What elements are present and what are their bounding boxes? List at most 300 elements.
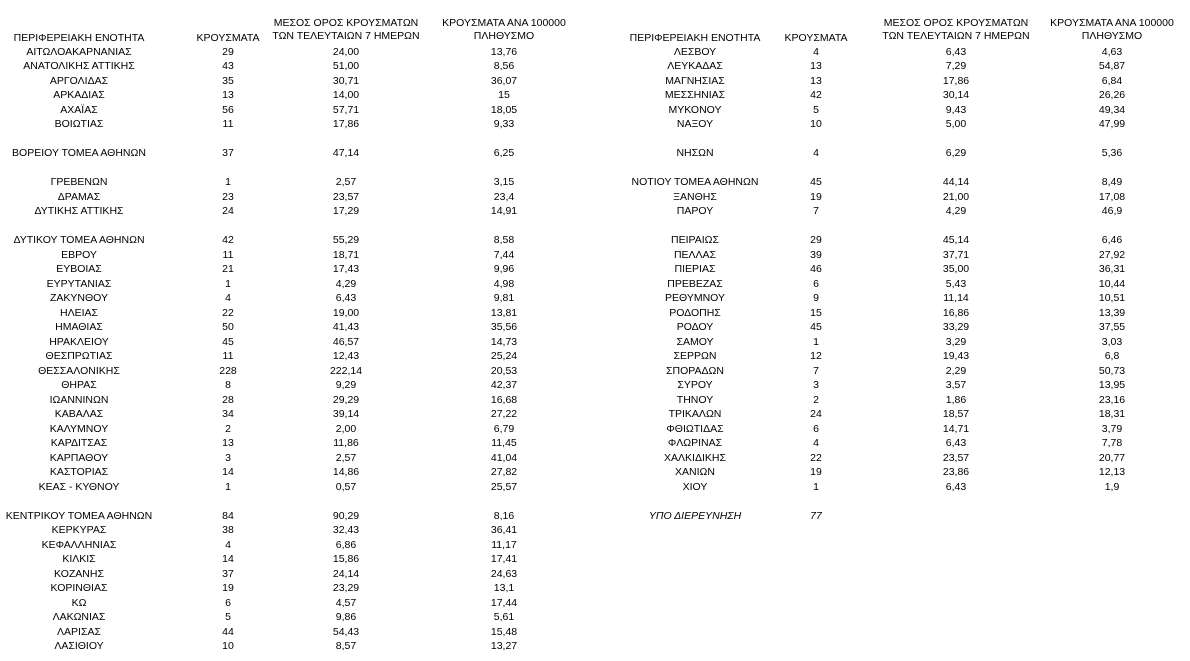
per100k-cell: 26,26 <box>1098 89 1126 101</box>
region-cell: ΗΜΑΘΙΑΣ <box>55 321 103 333</box>
avg-cell: 4,29 <box>945 205 967 217</box>
cases-cell: 45 <box>810 321 822 333</box>
per100k-cell: 36,41 <box>490 524 518 536</box>
avg-cell: 19,00 <box>332 306 360 319</box>
cases-cell: 13 <box>810 74 822 87</box>
region-cell: ΕΥΒΟΙΑΣ <box>56 263 102 275</box>
region-cell: ΚΑΒΑΛΑΣ <box>54 408 104 420</box>
per100k-cell: 20,53 <box>490 364 518 377</box>
region-cell: ΤΡΙΚΑΛΩΝ <box>668 408 722 420</box>
cases-cell: 4 <box>225 292 231 304</box>
per100k-cell: 13,27 <box>490 640 518 652</box>
cases-cell: 13 <box>222 89 234 101</box>
table-row <box>620 277 1190 292</box>
avg-cell: 57,71 <box>332 103 360 116</box>
per100k-cell: 6,25 <box>493 147 515 159</box>
avg-cell: 23,29 <box>332 582 360 594</box>
region-cell: ΚΟΡΙΝΘΙΑΣ <box>50 582 108 594</box>
cases-cell: 4 <box>813 147 819 159</box>
region-cell: ΑΧΑΪΑΣ <box>60 103 98 116</box>
avg-cell: 54,43 <box>332 625 360 638</box>
cases-cell: 35 <box>222 74 234 87</box>
avg-cell: 12,43 <box>332 350 360 362</box>
table-row <box>620 59 1190 74</box>
per100k-cell: 13,39 <box>1098 306 1126 319</box>
cases-cell: 5 <box>813 103 819 116</box>
table-row <box>620 465 1190 480</box>
region-cell: ΧΑΛΚΙΔΙΚΗΣ <box>664 451 726 464</box>
region-cell: ΣΠΟΡΑΔΩΝ <box>666 364 724 377</box>
cases-cell: 14 <box>222 553 234 565</box>
region-cell: ΚΕΦΑΛΛΗΝΙΑΣ <box>41 538 117 551</box>
per100k-cell: 11,17 <box>491 538 517 551</box>
table-row <box>620 190 1190 205</box>
region-cell: ΚΩ <box>71 596 87 609</box>
per100k-cell: 23,4 <box>493 190 515 203</box>
per100k-cell: 49,34 <box>1098 103 1126 116</box>
table-row <box>0 132 600 147</box>
per100k-cell: 4,98 <box>493 277 515 290</box>
avg-cell: 2,29 <box>945 364 967 377</box>
avg-cell: 44,14 <box>942 176 970 188</box>
header-region-right-label: ΠΕΡΙΦΕΡΕΙΑΚΗ ΕΝΟΤΗΤΑ <box>629 32 761 44</box>
per100k-cell: 18,31 <box>1098 408 1126 420</box>
per100k-cell: 15,48 <box>490 625 518 638</box>
table-row <box>0 291 600 306</box>
avg-cell: 23,86 <box>942 466 970 478</box>
cases-cell: 77 <box>810 509 822 522</box>
table-row <box>0 596 600 611</box>
region-cell: ΕΥΡΥΤΑΝΙΑΣ <box>46 277 112 290</box>
table-row <box>620 320 1190 335</box>
table-row <box>620 291 1190 306</box>
region-cell: ΤΗΝΟΥ <box>676 393 714 406</box>
table-row <box>620 45 1190 60</box>
avg-cell: 39,14 <box>332 408 360 420</box>
table-row <box>0 364 600 379</box>
region-cell: ΧΙΟΥ <box>682 480 708 493</box>
avg-cell: 4,29 <box>335 277 357 290</box>
cases-cell: 44 <box>222 625 234 638</box>
per100k-cell: 7,44 <box>493 248 515 261</box>
table-row <box>0 422 600 437</box>
region-cell: ΠΕΙΡΑΙΩΣ <box>671 234 719 246</box>
cases-cell: 19 <box>222 582 234 594</box>
table-row <box>0 204 600 219</box>
region-cell: ΛΑΚΩΝΙΑΣ <box>52 611 106 623</box>
per100k-cell: 16,68 <box>490 393 518 406</box>
table-row <box>620 349 1190 364</box>
region-cell: ΕΒΡΟΥ <box>61 248 97 261</box>
region-cell: ΛΑΣΙΘΙΟΥ <box>54 640 104 652</box>
table-row <box>0 480 600 495</box>
region-cell: ΡΕΘΥΜΝΟΥ <box>664 292 725 304</box>
per100k-cell: 11,45 <box>491 437 517 449</box>
avg-cell: 5,00 <box>945 118 967 130</box>
cases-cell: 23 <box>222 190 234 203</box>
cases-cell: 13 <box>810 60 822 72</box>
per100k-cell: 4,63 <box>1101 45 1123 58</box>
cases-cell: 42 <box>222 234 234 246</box>
per100k-cell: 9,81 <box>493 292 515 304</box>
cases-cell: 43 <box>222 60 234 72</box>
avg-cell: 7,29 <box>945 60 967 72</box>
avg-cell: 90,29 <box>332 509 360 522</box>
region-cell: ΚΕΝΤΡΙΚΟΥ ΤΟΜΕΑ ΑΘΗΝΩΝ <box>5 509 153 522</box>
per100k-cell: 8,49 <box>1101 176 1123 188</box>
header-avg-line1: ΜΕΣΟΣ ΟΡΟΣ ΚΡΟΥΣΜΑΤΩΝ <box>273 17 419 29</box>
per100k-cell: 13,81 <box>490 306 518 319</box>
cases-cell: 22 <box>222 306 234 319</box>
avg-cell: 15,86 <box>332 553 360 565</box>
header-per-line2: ΠΛΗΘΥΣΜΟ <box>473 30 535 42</box>
region-cell: ΑΙΤΩΛΟΑΚΑΡΝΑΝΙΑΣ <box>26 45 132 58</box>
table-row <box>0 335 600 350</box>
cases-cell: 2 <box>225 422 231 435</box>
table-row <box>620 393 1190 408</box>
table-row <box>620 146 1190 161</box>
per100k-cell: 17,44 <box>490 596 518 609</box>
avg-cell: 51,00 <box>332 60 360 72</box>
per100k-cell: 6,46 <box>1101 234 1123 246</box>
table-row <box>620 175 1190 190</box>
region-cell: ΜΥΚΟΝΟΥ <box>668 103 722 116</box>
table-row <box>0 146 600 161</box>
region-cell: ΥΠΟ ΔΙΕΡΕΥΝΗΣΗ <box>648 509 742 522</box>
per100k-cell: 5,61 <box>493 611 515 623</box>
avg-cell: 5,43 <box>945 277 967 290</box>
cases-cell: 1 <box>225 480 231 493</box>
region-cell: ΒΟΙΩΤΙΑΣ <box>54 118 104 130</box>
region-cell: ΡΟΔΟΠΗΣ <box>669 306 721 319</box>
region-cell: ΠΑΡΟΥ <box>676 205 714 217</box>
table-row <box>0 248 600 263</box>
per100k-cell: 46,9 <box>1101 205 1123 217</box>
per100k-cell: 36,07 <box>490 74 518 87</box>
cases-cell: 2 <box>813 393 819 406</box>
region-cell: ΚΑΛΥΜΝΟΥ <box>49 422 109 435</box>
avg-cell: 23,57 <box>942 451 970 464</box>
cases-cell: 9 <box>813 292 819 304</box>
avg-cell: 14,71 <box>942 422 970 435</box>
region-cell: ΑΝΑΤΟΛΙΚΗΣ ΑΤΤΙΚΗΣ <box>23 60 135 72</box>
per100k-cell: 18,05 <box>490 103 518 116</box>
table-row <box>0 262 600 277</box>
avg-cell: 17,43 <box>332 263 360 275</box>
header-per-right-line1: ΚΡΟΥΣΜΑΤΑ ΑΝΑ 100000 <box>1050 17 1174 29</box>
cases-cell: 11 <box>222 350 234 362</box>
per100k-cell: 23,16 <box>1098 393 1126 406</box>
per100k-cell: 27,22 <box>490 408 518 420</box>
region-cell: ΓΡΕΒΕΝΩΝ <box>50 176 108 188</box>
avg-cell: 21,00 <box>942 190 970 203</box>
per100k-cell: 25,57 <box>490 480 518 493</box>
avg-cell: 18,57 <box>942 408 970 420</box>
cases-cell: 46 <box>810 263 822 275</box>
cases-cell: 42 <box>810 89 822 101</box>
avg-cell: 2,57 <box>335 176 357 188</box>
table-row <box>620 480 1190 495</box>
per100k-cell: 14,91 <box>490 205 518 217</box>
per100k-cell: 25,24 <box>490 350 518 362</box>
cases-cell: 45 <box>810 176 822 188</box>
table-row <box>620 132 1190 147</box>
region-cell: ΔΥΤΙΚΟΥ ΤΟΜΕΑ ΑΘΗΝΩΝ <box>13 234 145 246</box>
table-row <box>620 161 1190 176</box>
avg-cell: 24,14 <box>332 567 360 580</box>
avg-cell: 18,71 <box>332 248 360 261</box>
per100k-cell: 13,95 <box>1098 379 1126 391</box>
avg-cell: 41,43 <box>332 321 360 333</box>
avg-cell: 6,43 <box>335 292 357 304</box>
table-row <box>0 639 600 654</box>
region-cell: ΝΑΞΟΥ <box>676 118 714 130</box>
avg-cell: 6,29 <box>945 147 967 159</box>
table-row <box>620 494 1190 509</box>
cases-cell: 38 <box>222 524 234 536</box>
avg-cell: 222,14 <box>329 364 363 377</box>
region-cell: ΗΡΑΚΛΕΙΟΥ <box>49 335 109 348</box>
per100k-cell: 27,82 <box>490 466 518 478</box>
cases-cell: 1 <box>813 480 819 493</box>
region-cell: ΚΕΑΣ - ΚΥΘΝΟΥ <box>38 480 120 493</box>
avg-cell: 11,86 <box>333 437 359 449</box>
cases-cell: 84 <box>222 509 234 522</box>
avg-cell: 11,14 <box>943 292 969 304</box>
avg-cell: 6,43 <box>945 437 967 449</box>
region-cell: ΙΩΑΝΝΙΝΩΝ <box>49 393 109 406</box>
table-row <box>0 393 600 408</box>
avg-cell: 32,43 <box>332 524 360 536</box>
cases-cell: 228 <box>219 364 237 377</box>
table-row <box>0 161 600 176</box>
table-row <box>620 74 1190 89</box>
table-row <box>0 451 600 466</box>
region-cell: ΚΑΡΔΙΤΣΑΣ <box>50 437 108 449</box>
per100k-cell: 6,8 <box>1104 350 1120 362</box>
region-cell: ΛΕΣΒΟΥ <box>673 45 717 58</box>
cases-cell: 1 <box>225 176 231 188</box>
avg-cell: 8,57 <box>335 640 357 652</box>
region-cell: ΜΕΣΣΗΝΙΑΣ <box>664 89 726 101</box>
per100k-cell: 37,55 <box>1098 321 1126 333</box>
cases-cell: 37 <box>222 567 234 580</box>
cases-cell: 24 <box>810 408 822 420</box>
per100k-cell: 17,41 <box>490 553 518 565</box>
table-row <box>0 219 600 234</box>
avg-cell: 17,86 <box>332 118 360 130</box>
per100k-cell: 8,56 <box>493 60 515 72</box>
per100k-cell: 10,51 <box>1098 292 1126 304</box>
table-row <box>620 262 1190 277</box>
table-row <box>620 117 1190 132</box>
table-row <box>620 422 1190 437</box>
table-row <box>620 378 1190 393</box>
avg-cell: 3,29 <box>945 335 967 348</box>
table-row <box>0 407 600 422</box>
cases-cell: 5 <box>225 611 231 623</box>
cases-cell: 14 <box>222 466 234 478</box>
table-row <box>620 364 1190 379</box>
table-row <box>0 175 600 190</box>
header-avg <box>266 17 426 43</box>
avg-cell: 47,14 <box>332 147 360 159</box>
cases-cell: 29 <box>810 234 822 246</box>
table-row <box>0 74 600 89</box>
table-row <box>0 45 600 60</box>
table-row <box>620 436 1190 451</box>
per100k-cell: 5,36 <box>1101 147 1123 159</box>
per100k-cell: 6,84 <box>1101 74 1123 87</box>
header-region-label: ΠΕΡΙΦΕΡΕΙΑΚΗ ΕΝΟΤΗΤΑ <box>13 32 145 44</box>
avg-cell: 4,57 <box>335 596 357 609</box>
cases-cell: 7 <box>813 205 819 217</box>
cases-cell: 6 <box>813 422 819 435</box>
per100k-cell: 27,92 <box>1098 248 1126 261</box>
per100k-cell: 54,87 <box>1098 60 1126 72</box>
per100k-cell: 24,63 <box>490 567 518 580</box>
region-cell: ΞΑΝΘΗΣ <box>673 190 717 203</box>
region-cell: ΡΟΔΟΥ <box>676 321 714 333</box>
header-cases-right <box>776 32 856 45</box>
header-avg-line2: ΤΩΝ ΤΕΛΕΥΤΑΙΩΝ 7 ΗΜΕΡΩΝ <box>272 30 420 42</box>
header-region-right <box>620 32 770 45</box>
header-avg-right <box>876 17 1036 43</box>
cases-cell: 19 <box>810 190 822 203</box>
cases-cell: 11 <box>222 248 234 261</box>
avg-cell: 14,86 <box>332 466 360 478</box>
table-row <box>620 306 1190 321</box>
region-cell: ΘΕΣΠΡΩΤΙΑΣ <box>45 350 113 362</box>
per100k-cell: 36,31 <box>1098 263 1126 275</box>
avg-cell: 2,57 <box>335 451 357 464</box>
per100k-cell: 47,99 <box>1098 118 1126 130</box>
header-cases-right-label: ΚΡΟΥΣΜΑΤΑ <box>784 32 848 44</box>
per100k-cell: 8,16 <box>493 509 515 522</box>
per100k-cell: 13,76 <box>490 45 518 58</box>
per100k-cell: 42,37 <box>490 379 518 391</box>
cases-cell: 1 <box>225 277 231 290</box>
avg-cell: 46,57 <box>332 335 360 348</box>
cases-cell: 7 <box>813 364 819 377</box>
region-cell: ΝΟΤΙΟΥ ΤΟΜΕΑ ΑΘΗΝΩΝ <box>631 176 759 188</box>
per100k-cell: 35,56 <box>490 321 518 333</box>
region-cell: ΦΛΩΡΙΝΑΣ <box>667 437 723 449</box>
per100k-cell: 3,79 <box>1101 422 1123 435</box>
table-row <box>0 349 600 364</box>
cases-cell: 22 <box>810 451 822 464</box>
table-row <box>0 277 600 292</box>
avg-cell: 55,29 <box>332 234 360 246</box>
table-row <box>0 117 600 132</box>
cases-cell: 10 <box>222 640 234 652</box>
per100k-cell: 1,9 <box>1104 480 1120 493</box>
region-cell: ΠΡΕΒΕΖΑΣ <box>667 277 723 290</box>
per100k-cell: 41,04 <box>490 451 518 464</box>
avg-cell: 17,86 <box>942 74 970 87</box>
cases-cell: 1 <box>813 335 819 348</box>
table-row <box>620 451 1190 466</box>
table-row <box>0 567 600 582</box>
table-row <box>0 523 600 538</box>
per100k-cell: 17,08 <box>1098 190 1126 203</box>
table-row <box>620 407 1190 422</box>
region-cell: ΣΕΡΡΩΝ <box>673 350 717 362</box>
per100k-cell: 3,03 <box>1101 335 1123 348</box>
table-row <box>0 494 600 509</box>
per100k-cell: 10,44 <box>1098 277 1126 290</box>
cases-cell: 3 <box>225 451 231 464</box>
avg-cell: 17,29 <box>332 205 360 217</box>
per100k-cell: 15 <box>498 89 510 101</box>
cases-cell: 39 <box>810 248 822 261</box>
table-row <box>0 538 600 553</box>
region-cell: ΛΕΥΚΑΔΑΣ <box>667 60 723 72</box>
region-cell: ΦΘΙΩΤΙΔΑΣ <box>666 422 724 435</box>
cases-cell: 56 <box>222 103 234 116</box>
per100k-cell: 20,77 <box>1098 451 1126 464</box>
table-row <box>0 581 600 596</box>
cases-cell: 37 <box>222 147 234 159</box>
cases-cell: 19 <box>810 466 822 478</box>
cases-cell: 34 <box>222 408 234 420</box>
header-region <box>0 32 158 45</box>
per100k-cell: 9,33 <box>493 118 515 130</box>
region-cell: ΘΗΡΑΣ <box>61 379 97 391</box>
region-cell: ΠΕΛΛΑΣ <box>673 248 717 261</box>
header-per-line1: ΚΡΟΥΣΜΑΤΑ ΑΝΑ 100000 <box>442 17 566 29</box>
region-cell: ΒΟΡΕΙΟΥ ΤΟΜΕΑ ΑΘΗΝΩΝ <box>12 147 146 159</box>
per100k-cell: 14,73 <box>490 335 518 348</box>
region-cell: ΚΑΣΤΟΡΙΑΣ <box>49 466 109 478</box>
cases-cell: 4 <box>225 538 231 551</box>
per100k-cell: 8,58 <box>493 234 515 246</box>
region-cell: ΚΟΖΑΝΗΣ <box>54 567 104 580</box>
avg-cell: 9,29 <box>335 379 357 391</box>
table-row <box>0 509 600 524</box>
region-cell: ΑΡΚΑΔΙΑΣ <box>53 89 105 101</box>
region-cell: ΝΗΣΩΝ <box>676 147 714 159</box>
table-row <box>620 204 1190 219</box>
table-row <box>620 103 1190 118</box>
header-avg-right-line2: ΤΩΝ ΤΕΛΕΥΤΑΙΩΝ 7 ΗΜΕΡΩΝ <box>882 30 1030 42</box>
header-avg-right-line1: ΜΕΣΟΣ ΟΡΟΣ ΚΡΟΥΣΜΑΤΩΝ <box>883 17 1029 29</box>
table-row <box>0 88 600 103</box>
cases-cell: 3 <box>813 379 819 391</box>
avg-cell: 0,57 <box>335 480 357 493</box>
region-cell: ΘΕΣΣΑΛΟΝΙΚΗΣ <box>38 364 120 377</box>
avg-cell: 9,86 <box>335 611 357 623</box>
avg-cell: 1,86 <box>945 393 967 406</box>
avg-cell: 6,86 <box>335 538 357 551</box>
avg-cell: 45,14 <box>942 234 970 246</box>
avg-cell: 33,29 <box>942 321 970 333</box>
region-cell: ΑΡΓΟΛΙΔΑΣ <box>49 74 109 87</box>
region-cell: ΜΑΓΝΗΣΙΑΣ <box>665 74 725 87</box>
cases-cell: 15 <box>810 306 822 319</box>
header-cases-label: ΚΡΟΥΣΜΑΤΑ <box>196 32 260 44</box>
avg-cell: 37,71 <box>942 248 970 261</box>
table-row <box>620 233 1190 248</box>
region-cell: ΗΛΕΙΑΣ <box>59 306 98 319</box>
avg-cell: 3,57 <box>945 379 967 391</box>
per100k-cell: 3,15 <box>493 176 515 188</box>
table-row <box>620 219 1190 234</box>
header-per-right <box>1032 17 1190 43</box>
avg-cell: 6,43 <box>945 45 967 58</box>
table-row <box>620 509 1190 524</box>
cases-cell: 12 <box>810 350 822 362</box>
